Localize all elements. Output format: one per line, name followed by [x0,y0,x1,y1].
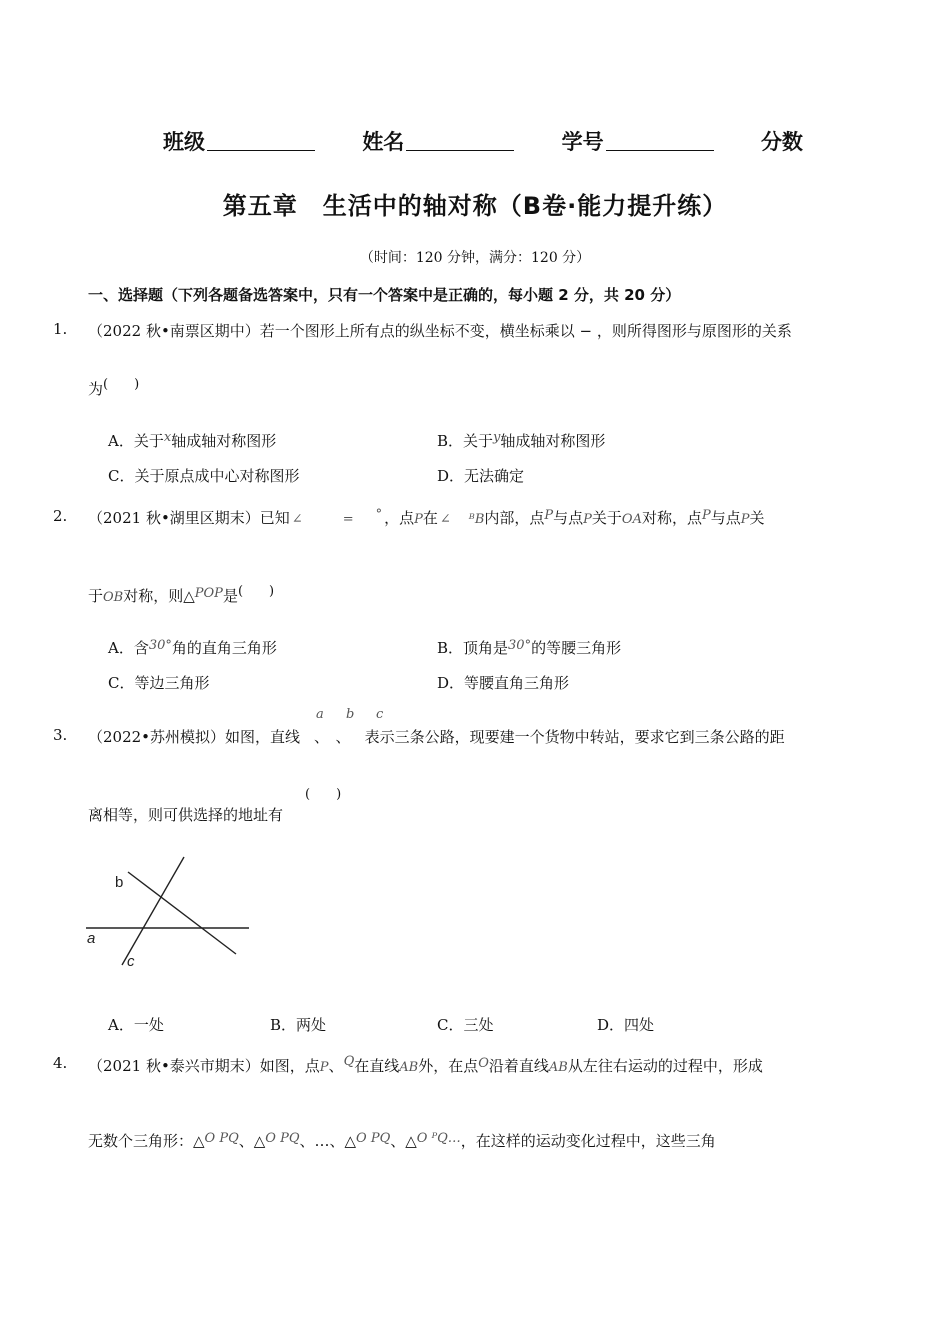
question-1-number: 1. [53,320,68,338]
text: 从左往右运动的过程中，形成 [567,1057,763,1075]
var-ab: AB [548,1060,568,1075]
var-ob: OB [103,590,124,605]
text: 沿着直线 [488,1057,549,1075]
text: 于 [88,587,104,605]
section-heading: 一、选择题（下列各题备选答案中，只有一个答案中是正确的，每小题 2 分，共 20 分） [88,286,681,304]
class-label: 班级 [163,130,205,154]
option-text: B．关于 [437,432,494,450]
angle-30: 30° [508,638,532,653]
text: 与点 [553,509,584,527]
label-c: c [127,953,135,970]
question-1-option-c[interactable]: C．关于原点成中心对称图形 [108,467,300,485]
student-info-header [163,126,803,156]
var-b-label: b [346,707,355,722]
text: 对称，点 [641,509,702,527]
var-p1: P [544,508,554,523]
option-text: A．含 [108,639,149,657]
var-oa: OA [621,512,642,527]
text: 在直线 [354,1057,400,1075]
option-text: 角的直角三角形 [171,639,277,657]
question-1-line-2-text: 为 [88,380,104,398]
option-text: 轴成轴对称图形 [171,432,277,450]
name-label: 姓名 [362,130,405,154]
line-b [128,872,236,954]
question-1-line-2 [88,373,139,399]
text: 关 [749,509,765,527]
angle-symbol: ∠ [439,512,451,527]
id-blank[interactable] [606,130,714,151]
angle-symbol: ∠ [291,512,303,527]
text: 外，在点 [418,1057,479,1075]
question-1-line-1: （2022 秋•南票区期中）若一个图形上所有点的纵坐标不变，横坐标乘以 − ，则所得图形与原图形的关系 [88,322,792,340]
text: 、…、△ [299,1132,357,1150]
var-p: P [583,512,592,527]
text: 在 [422,509,438,527]
var-p: P [319,1060,329,1075]
id-label: 学号 [561,130,604,154]
question-2-line-2 [88,580,274,606]
text: 关于 [591,509,622,527]
question-4-line-1 [88,1054,763,1076]
text: ，点 [384,509,415,527]
var-o: O [478,1056,489,1071]
text: 、 [328,1057,344,1075]
question-2-number: 2. [53,507,68,525]
question-1-answer-paren: ( ) [103,377,140,392]
option-text: B．顶角是 [437,639,509,657]
question-3-option-c[interactable]: C．三处 [437,1016,494,1034]
text: 对称，则△ [123,587,195,605]
question-1-option-a[interactable] [108,430,276,451]
line-c [122,857,184,965]
question-3-option-b[interactable]: B．两处 [270,1016,327,1034]
question-2-line-1 [88,507,765,528]
text: ，在这样的运动变化过程中，这些三角 [460,1132,716,1150]
text: 无数个三角形：△ [88,1132,205,1150]
question-3-number: 3. [53,726,68,744]
var-p: P [740,512,750,527]
triangle-opq-1: O PQ [204,1131,239,1146]
degree-sign: ° [375,507,383,522]
question-3-answer-paren: ( ) [305,787,342,802]
text: 是 [222,587,238,605]
page-title: 第五章 生活中的轴对称（B卷·能力提升练） [222,192,728,220]
question-3-option-d[interactable]: D．四处 [597,1016,655,1034]
question-2-option-a[interactable] [108,637,277,658]
question-2-answer-paren: ( ) [237,584,275,599]
option-text: 轴成轴对称图形 [500,432,606,450]
text: 、 [335,728,351,746]
text: 与点 [710,509,741,527]
triangle-opq-n: O PQ [356,1131,391,1146]
text: （2022•苏州模拟）如图，直线 [88,728,301,746]
question-2-option-d[interactable]: D．等腰直角三角形 [437,674,570,692]
text: 、△ [238,1132,266,1150]
question-3-line-2: 离相等，则可供选择的地址有 [88,806,284,824]
question-3-line-1 [88,726,785,747]
text: 表示三条公路，现要建一个货物中转站，要求它到三条公路的距 [364,728,785,746]
label-a: a [87,930,96,947]
var-a-label: a [316,707,324,722]
text: 、△ [390,1132,417,1150]
var-pop: POP [194,586,223,601]
exam-time-info: （时间：120 分钟，满分：120 分） [359,250,591,266]
question-2-option-c[interactable]: C．等边三角形 [108,674,210,692]
question-2-option-b[interactable] [437,637,621,658]
text: （2021 秋•湖里区期末）已知 [88,509,290,527]
var-b: ᴮB [468,512,485,527]
var-q: Q [343,1054,355,1069]
var-p: P [414,512,423,527]
label-b: b [115,874,124,891]
var-y: y [493,430,501,445]
option-text: A．关于 [108,432,164,450]
text: 内部，点 [484,509,545,527]
question-1-option-b[interactable] [437,430,605,451]
var-x: x [163,430,172,445]
name-blank[interactable] [406,130,514,151]
text: （2021 秋•泰兴市期末）如图，点 [88,1057,320,1075]
triangle-opq-2: O PQ [265,1131,300,1146]
question-1-option-d[interactable]: D．无法确定 [437,467,525,485]
angle-30: 30° [148,638,172,653]
equals-sign: = [342,512,354,527]
text: 、 [314,728,322,746]
question-3-figure [82,852,254,972]
option-text: 的等腰三角形 [531,639,622,657]
score-label: 分数 [760,130,803,154]
class-blank[interactable] [207,130,315,151]
var-p2: P [701,508,711,523]
var-ab: AB [399,1060,419,1075]
question-4-number: 4. [53,1054,68,1072]
question-4-line-2 [88,1130,716,1151]
var-c-label: c [376,707,384,722]
question-3-option-a[interactable]: A．一处 [108,1016,164,1034]
triangle-opq-n1: O ᴾQ… [416,1131,461,1146]
